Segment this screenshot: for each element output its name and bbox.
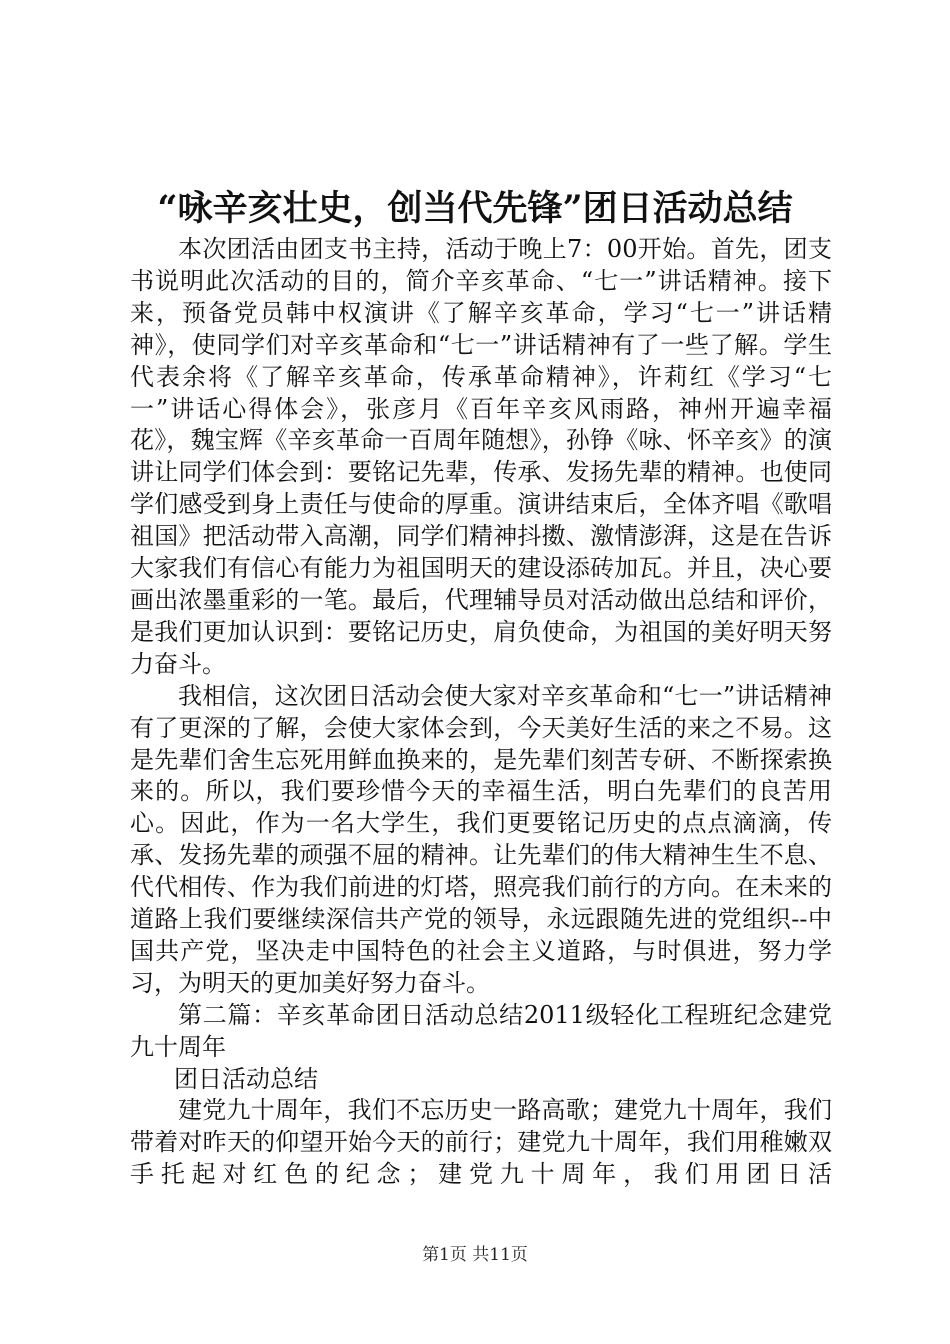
paragraph-activity-summary: 本次团活由团支书主持，活动于晚上7：00开始。首先，团支书说明此次活动的目的，简介辛亥革命、“七一”讲话精神。接下来，预备党员韩中权演讲《了解辛亥革命，学习“七一”讲话精神》，使同学们对辛亥革命和“七一”讲话精神有了一些了解。学生代表余将《了解辛亥革命，传承革命精神》，许莉红《学习“七一”讲话心得体会》，张彦月《百年辛亥风雨路，神州开遍幸福花》，魏宝辉《辛亥革命一百周年随想》，孙铮《咏、怀辛亥》的演讲让同学们体会到：要铭记先辈，传承、发扬先辈的精神。也使同学们感受到身上责任与使命的厚重。演讲结束后，全体齐唱《歌唱祖国》把活动带入高潮，同学们精神抖擞、激情澎湃，这是在告诉大家我们有信心有能力为祖国明天的建设添砖加瓦。并且，决心要画出浓墨重彩的一笔。最后，代理辅导员对活动做出总结和评价，是我们更加认识到：要铭记历史，肩负使命，为祖国的美好明天努力奋斗。 [130, 235, 832, 678]
section-heading: 第二篇：辛亥革命团日活动总结2011级轻化工程班纪念建党九十周年 [130, 1000, 832, 1061]
paragraph-reflection: 我相信，这次团日活动会使大家对辛亥革命和“七一”讲话精神有了更深的了解，会使大家体会到，今天美好生活的来之不易。这是先辈们舍生忘死用鲜血换来的，是先辈们刻苦专研、不断探索换来的。所以，我们要珍惜今天的幸福生活，明白先辈们的良苦用心。因此，作为一名大学生，我们更要铭记历史的点点滴滴，传承、发扬先辈的顽强不屈的精神。让先辈们的伟大精神生生不息、代代相传、作为我们前进的灯塔，照亮我们前行的方向。在未来的道路上我们要继续深信共产党的领导，永远跟随先进的党组织--中国共产党，坚决走中国特色的社会主义道路，与时俱进，努力学习，为明天的更加美好努力奋斗。 [130, 681, 832, 997]
paragraph-section-intro: 建党九十周年，我们不忘历史一路高歌；建党九十周年，我们带着对昨天的仰望开始今天的前行；建党九十周年，我们用稚嫩双手托起对红色的纪念；建党九十周年，我们用团日活 [130, 1096, 832, 1189]
document-title: “咏辛亥壮史，创当代先锋”团日活动总结 [157, 188, 793, 229]
section-subheading: 团日活动总结 [174, 1064, 318, 1093]
page-number-footer: 第1页 共11页 [422, 1245, 528, 1265]
document-body [130, 234, 832, 1191]
